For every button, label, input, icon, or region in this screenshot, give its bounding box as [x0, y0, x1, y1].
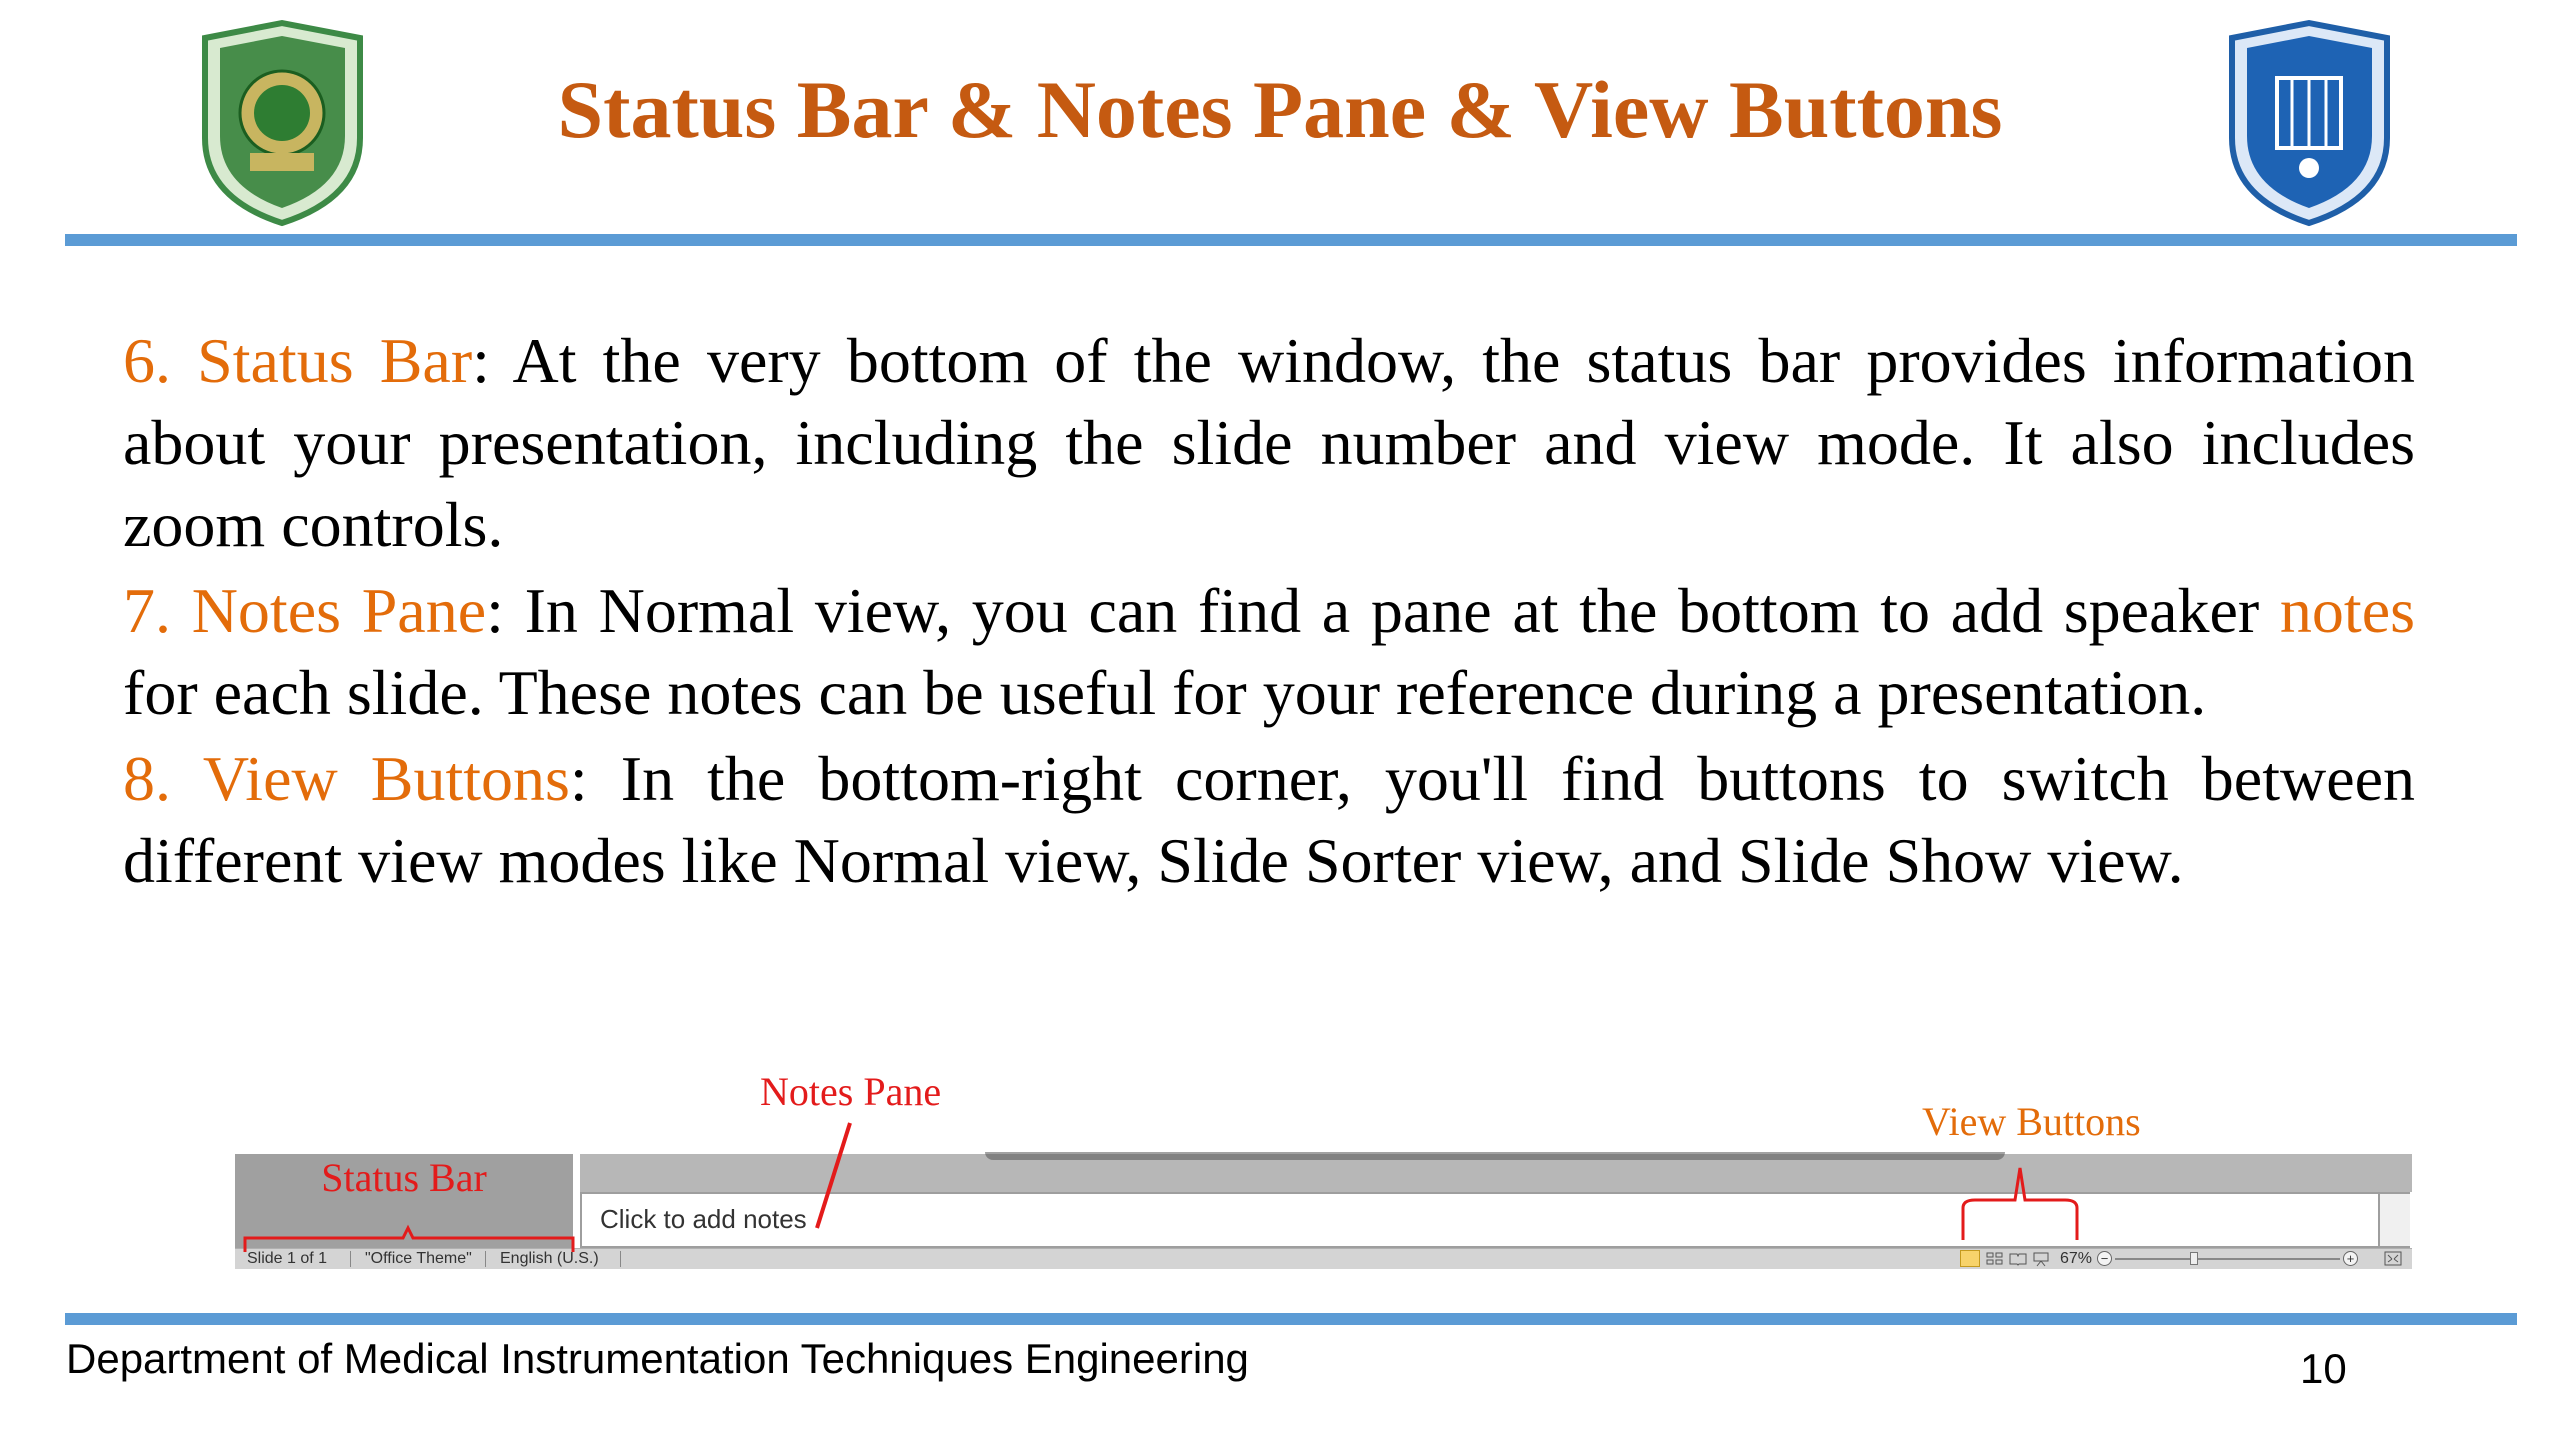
footer-department: Department of Medical Instrumentation Techniques Engineering: [66, 1335, 1249, 1382]
language: English (U.S.): [500, 1250, 599, 1267]
label-notes-pane: 7. Notes Pane: [123, 575, 487, 646]
text-notes-pane-b: for each slide. These notes can be useful for your reference during a presentation.: [123, 657, 2207, 728]
view-buttons-brace: [1963, 1168, 2077, 1240]
zoom-out-icon[interactable]: −: [2097, 1251, 2112, 1266]
zoom-level[interactable]: 67%: [2060, 1250, 2093, 1267]
powerpoint-status-screenshot: [0, 1060, 2560, 1300]
page-number: 10: [2300, 1345, 2347, 1392]
status-bar-brace: [245, 1228, 573, 1252]
theme-name: "Office Theme": [365, 1250, 472, 1267]
notes-pane-arrow: [817, 1123, 850, 1228]
college-logo-right: [2222, 18, 2397, 228]
notes-placeholder: Click to add notes: [600, 1204, 807, 1234]
slide-number: Slide 1 of 1: [247, 1250, 328, 1267]
annotation-notes-pane: Notes Pane: [760, 1069, 942, 1114]
paragraph-status-bar: [123, 320, 2415, 566]
label-status-bar: 6. Status Bar: [123, 325, 473, 396]
paragraph-view-buttons: [123, 738, 2415, 902]
annotation-view-buttons: View Buttons: [1922, 1099, 2141, 1144]
paragraph-notes-pane: [123, 570, 2415, 734]
label-view-buttons: 8. View Buttons: [123, 743, 570, 814]
highlight-notes: notes: [2279, 575, 2416, 646]
text-status-bar: : At the very bottom of the window, the status bar provides information about your presentation, including the slide number and view mode. It also includes zoom controls.: [123, 325, 2416, 560]
bottom-divider: [65, 1313, 2517, 1325]
top-divider: [65, 234, 2517, 246]
page-title: Status Bar & Notes Pane & View Buttons: [557, 64, 2003, 155]
zoom-in-icon[interactable]: +: [2343, 1251, 2358, 1266]
annotation-pointers: [0, 1060, 2560, 1300]
text-notes-pane-a: : In Normal view, you can find a pane at the bottom to add speaker: [486, 575, 2280, 646]
text-view-buttons: : In the bottom-right corner, you'll find buttons to switch between different view modes like Normal view, Slide Sorter view, and Slide Show view.: [123, 743, 2416, 896]
slide-body: [123, 320, 2415, 906]
annotation-status-bar: Status Bar: [321, 1155, 487, 1200]
